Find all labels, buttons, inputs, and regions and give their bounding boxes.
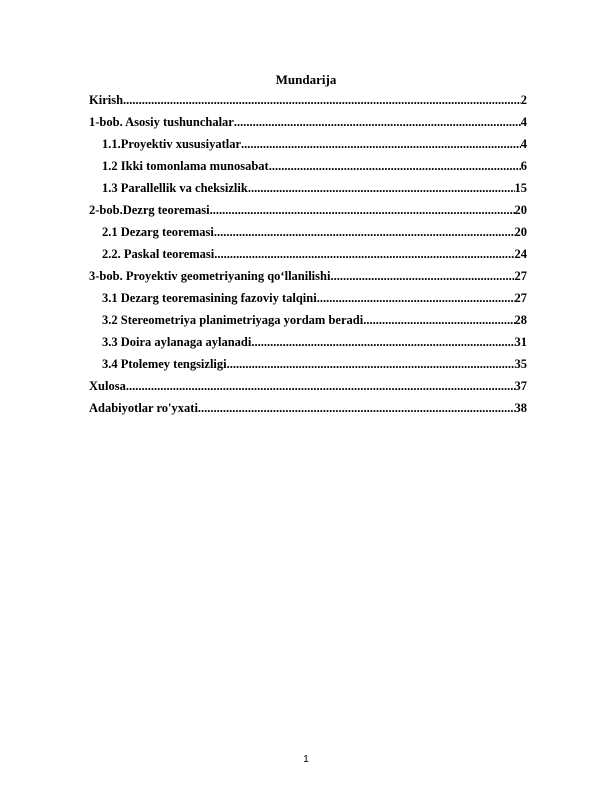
toc-leader-dots [234, 111, 521, 133]
toc-entry-section-2-1[interactable] [89, 221, 527, 243]
toc-entry-page: 27 [514, 269, 527, 283]
toc-entry-section-1-1[interactable] [89, 133, 527, 155]
toc-entry-page: 20 [514, 203, 527, 217]
toc-leader-dots [198, 397, 515, 419]
toc-leader-dots [241, 133, 521, 155]
toc-entry-section-3-1[interactable] [89, 287, 527, 309]
toc-leader-dots [248, 177, 515, 199]
toc-entry-chapter-3[interactable] [89, 265, 527, 287]
toc-entry-label: 3.4 Ptolemey tengsizligi [102, 357, 227, 371]
toc-leader-dots [330, 265, 514, 287]
toc-leader-dots [123, 89, 521, 111]
toc-title: Mundarija [275, 72, 337, 87]
toc-entry-page: 4 [520, 115, 527, 129]
toc-entry-label: 3.2 Stereometriya planimetriyaga yordam beradi [102, 313, 364, 327]
toc-entry-label: 3.3 Doira aylanaga aylanadi [102, 335, 252, 349]
page-number: 1 [303, 754, 309, 765]
toc-entry-chapter-1[interactable] [89, 111, 527, 133]
toc-entry-label: Adabiyotlar ro'yxati [89, 401, 198, 415]
toc-entry-label: 1.2 Ikki tomonlama munosabat [102, 159, 269, 173]
table-of-contents [89, 89, 527, 419]
toc-entry-section-2-2[interactable] [89, 243, 527, 265]
toc-entry-label: Xulosa [89, 379, 126, 393]
toc-entry-page: 38 [514, 401, 527, 415]
toc-leader-dots [210, 199, 515, 221]
toc-entry-label: 3.1 Dezarg teoremasining fazoviy talqini [102, 291, 317, 305]
toc-entry-page: 4 [520, 137, 527, 151]
toc-entry-page: 35 [514, 357, 527, 371]
toc-leader-dots [227, 353, 515, 375]
toc-leader-dots [126, 375, 515, 397]
toc-entry-page: 6 [520, 159, 527, 173]
toc-entry-section-3-2[interactable] [89, 309, 527, 331]
toc-leader-dots [214, 221, 515, 243]
toc-entry-page: 27 [514, 291, 527, 305]
toc-entry-label: Kirish [89, 93, 124, 107]
toc-entry-page: 28 [514, 313, 527, 327]
toc-leader-dots [251, 331, 514, 353]
toc-entry-page: 2 [520, 93, 527, 107]
toc-entry-label: 1-bob. Asosiy tushunchalar [89, 115, 234, 129]
toc-entry-section-3-4[interactable] [89, 353, 527, 375]
toc-entry-page: 20 [514, 225, 527, 239]
toc-entry-label: 1.1.Proyektiv xususiyatlar [102, 137, 242, 151]
toc-entry-xulosa[interactable] [89, 375, 527, 397]
toc-entry-label: 1.3 Parallellik va cheksizlik [102, 181, 248, 195]
toc-entry-page: 24 [514, 247, 527, 261]
toc-entry-section-3-3[interactable] [89, 331, 527, 353]
toc-entry-page: 15 [514, 181, 527, 195]
toc-entry-label: 2-bob.Dezrg teoremasi [89, 203, 210, 217]
toc-leader-dots [214, 243, 514, 265]
toc-entry-page: 37 [514, 379, 527, 393]
toc-entry-label: 3-bob. Proyektiv geometriyaning qo‘llanilishi [89, 269, 331, 283]
toc-leader-dots [269, 155, 521, 177]
toc-entry-page: 31 [514, 335, 527, 349]
toc-leader-dots [363, 309, 514, 331]
toc-entry-kirish[interactable] [89, 89, 527, 111]
toc-entry-label: 2.2. Paskal teoremasi [102, 247, 215, 261]
toc-entry-chapter-2[interactable] [89, 199, 527, 221]
toc-entry-section-1-3[interactable] [89, 177, 527, 199]
toc-entry-adabiyotlar[interactable] [89, 397, 527, 419]
toc-entry-label: 2.1 Dezarg teoremasi [102, 225, 214, 239]
toc-entry-section-1-2[interactable] [89, 155, 527, 177]
toc-leader-dots [317, 287, 515, 309]
